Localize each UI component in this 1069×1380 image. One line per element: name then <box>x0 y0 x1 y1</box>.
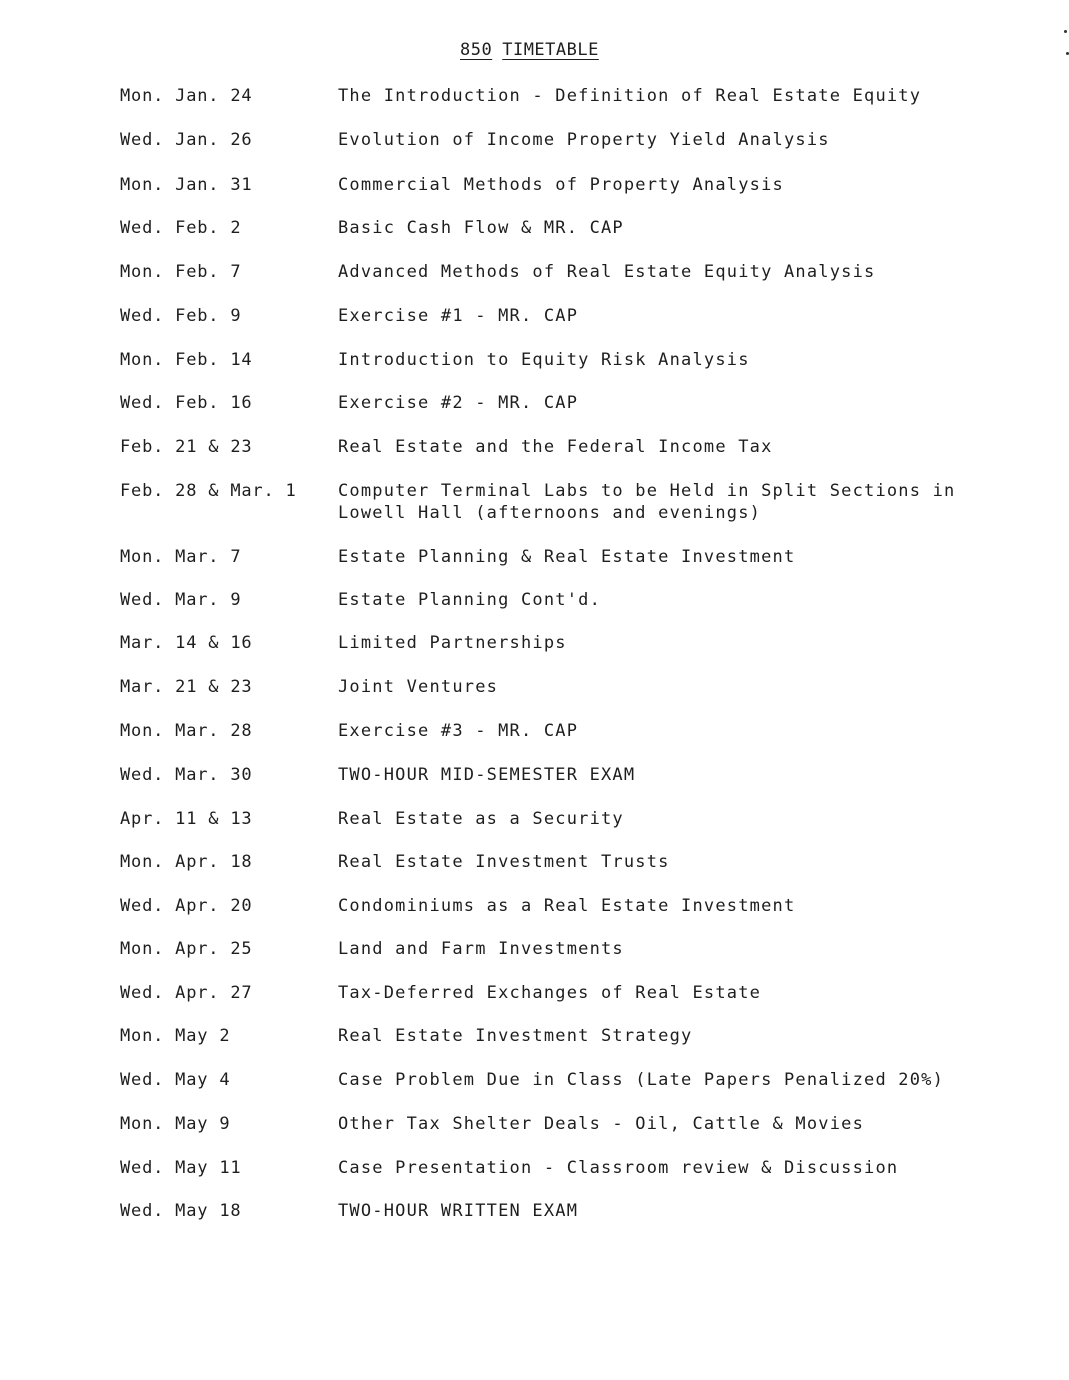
session-date: Feb. 21 & 23 <box>120 437 253 457</box>
session-topic: Land and Farm Investments <box>338 939 624 959</box>
session-date: Wed. Apr. 20 <box>120 896 253 916</box>
session-topic: Computer Terminal Labs to be Held in Split Sections in Lowell Hall (afternoons and evenings) <box>338 481 956 523</box>
session-topic: Estate Planning Cont'd. <box>338 590 602 610</box>
session-date: Mon. May 9 <box>120 1114 231 1134</box>
session-date: Wed. May 11 <box>120 1158 242 1178</box>
session-topic: Case Problem Due in Class (Late Papers Penalized 20%) <box>338 1070 945 1090</box>
session-topic: Real Estate Investment Strategy <box>338 1026 693 1046</box>
scan-speck <box>1064 30 1067 33</box>
session-date: Wed. Jan. 26 <box>120 130 253 150</box>
session-topic: Exercise #2 - MR. CAP <box>338 393 579 413</box>
page-title <box>460 40 599 60</box>
session-date: Mon. Jan. 31 <box>120 175 253 195</box>
session-date: Feb. 28 & Mar. 1 <box>120 481 297 501</box>
session-date: Mon. Feb. 14 <box>120 350 253 370</box>
title-number: 850 <box>460 40 493 60</box>
session-date: Mon. Feb. 7 <box>120 262 242 282</box>
session-date: Wed. Mar. 9 <box>120 590 242 610</box>
session-topic: Joint Ventures <box>338 677 499 697</box>
session-date: Wed. Mar. 30 <box>120 765 253 785</box>
session-date: Wed. May 4 <box>120 1070 231 1090</box>
session-topic: Case Presentation - Classroom review & Discussion <box>338 1158 899 1178</box>
session-date: Wed. Feb. 16 <box>120 393 253 413</box>
session-date: Mon. Apr. 25 <box>120 939 253 959</box>
session-date: Wed. May 18 <box>120 1201 242 1221</box>
session-topic: TWO-HOUR MID-SEMESTER EXAM <box>338 765 636 785</box>
session-date: Mon. Mar. 28 <box>120 721 253 741</box>
session-topic: TWO-HOUR WRITTEN EXAM <box>338 1201 579 1221</box>
session-topic: Commercial Methods of Property Analysis <box>338 175 784 195</box>
session-topic: Exercise #3 - MR. CAP <box>338 721 579 741</box>
session-date: Mon. Apr. 18 <box>120 852 253 872</box>
session-date: Mar. 21 & 23 <box>120 677 253 697</box>
session-topic: Basic Cash Flow & MR. CAP <box>338 218 624 238</box>
session-date: Wed. Apr. 27 <box>120 983 253 1003</box>
session-topic: Advanced Methods of Real Estate Equity Analysis <box>338 262 876 282</box>
session-topic: Other Tax Shelter Deals - Oil, Cattle & Movies <box>338 1114 865 1134</box>
session-date: Wed. Feb. 2 <box>120 218 242 238</box>
title-word: TIMETABLE <box>502 40 599 60</box>
session-topic: Estate Planning & Real Estate Investment <box>338 547 796 567</box>
session-topic: Exercise #1 - MR. CAP <box>338 306 579 326</box>
session-topic: Evolution of Income Property Yield Analysis <box>338 130 830 150</box>
session-topic: Condominiums as a Real Estate Investment <box>338 896 796 916</box>
session-date: Mon. Mar. 7 <box>120 547 242 567</box>
session-date: Mon. May 2 <box>120 1026 231 1046</box>
session-date: Wed. Feb. 9 <box>120 306 242 326</box>
session-date: Apr. 11 & 13 <box>120 809 253 829</box>
session-topic: Real Estate Investment Trusts <box>338 852 670 872</box>
session-date: Mar. 14 & 16 <box>120 633 253 653</box>
session-topic: Real Estate and the Federal Income Tax <box>338 437 773 457</box>
session-topic: Introduction to Equity Risk Analysis <box>338 350 750 370</box>
session-topic: The Introduction - Definition of Real Estate Equity <box>338 86 922 106</box>
session-topic: Real Estate as a Security <box>338 809 624 829</box>
session-date: Mon. Jan. 24 <box>120 86 253 106</box>
session-topic: Limited Partnerships <box>338 633 567 653</box>
session-topic: Tax-Deferred Exchanges of Real Estate <box>338 983 762 1003</box>
